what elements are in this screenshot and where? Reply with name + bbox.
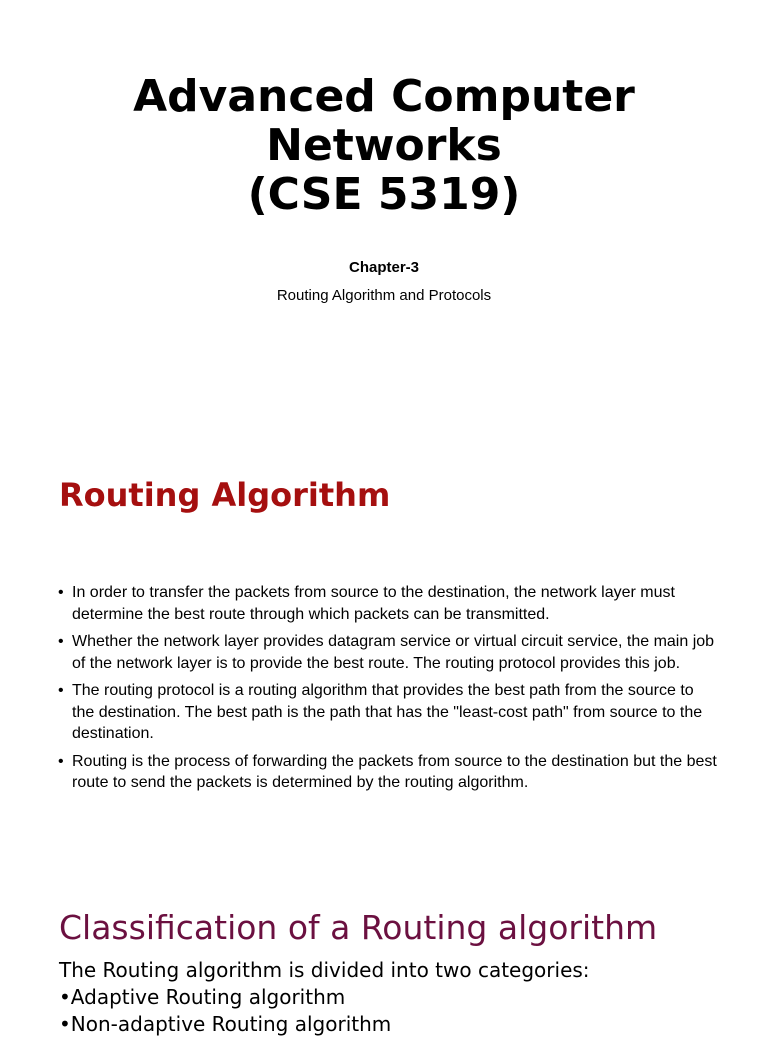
bullet-list <box>58 582 718 800</box>
bullet-icon: • <box>58 633 64 650</box>
bullet-icon: • <box>58 682 64 699</box>
bullet-icon: • <box>58 584 64 601</box>
bullet-icon: • <box>58 752 64 770</box>
title-slide <box>0 0 768 440</box>
slide-heading: Routing Algorithm <box>59 476 391 514</box>
bullet-text: Whether the network layer provides datagram service or virtual circuit service, the main job of the network layer is to provide the best route. The routing protocol provides this job. <box>72 633 715 672</box>
presentation-subtitle: Routing Algorithm and Protocols <box>276 287 492 304</box>
bullet-text: Routing is the process of forwarding the packets from source to the destination but the best route to send the packets is determined by the routing algorithm. <box>72 752 717 791</box>
routing-algorithm-slide <box>0 440 768 880</box>
bullet-item <box>58 631 718 674</box>
bullet-item <box>58 680 718 745</box>
category-list <box>59 984 391 1038</box>
bullet-text: In order to transfer the packets from source to the destination, the network layer must determine the best route through which packets can be transmitted. <box>72 584 675 623</box>
classification-slide <box>0 880 768 1036</box>
title-line: Advanced Computer <box>133 71 635 122</box>
title-line: (CSE 5319) <box>247 169 521 220</box>
bullet-item <box>58 582 718 625</box>
chapter-label: Chapter-3 <box>348 259 419 276</box>
category-item: •Adaptive Routing algorithm <box>59 985 346 1009</box>
title-line: Networks <box>266 120 502 171</box>
presentation-title <box>0 72 768 219</box>
category-item: •Non-adaptive Routing algorithm <box>59 1012 392 1036</box>
bullet-text: The routing protocol is a routing algorithm that provides the best path from the source to the destination. The best path is the path that has the "least-cost path" from source to the destination. <box>72 682 703 742</box>
slide-heading: Classification of a Routing algorithm <box>59 908 658 947</box>
bullet-item <box>58 751 718 794</box>
intro-text: The Routing algorithm is divided into two categories: <box>59 958 590 982</box>
